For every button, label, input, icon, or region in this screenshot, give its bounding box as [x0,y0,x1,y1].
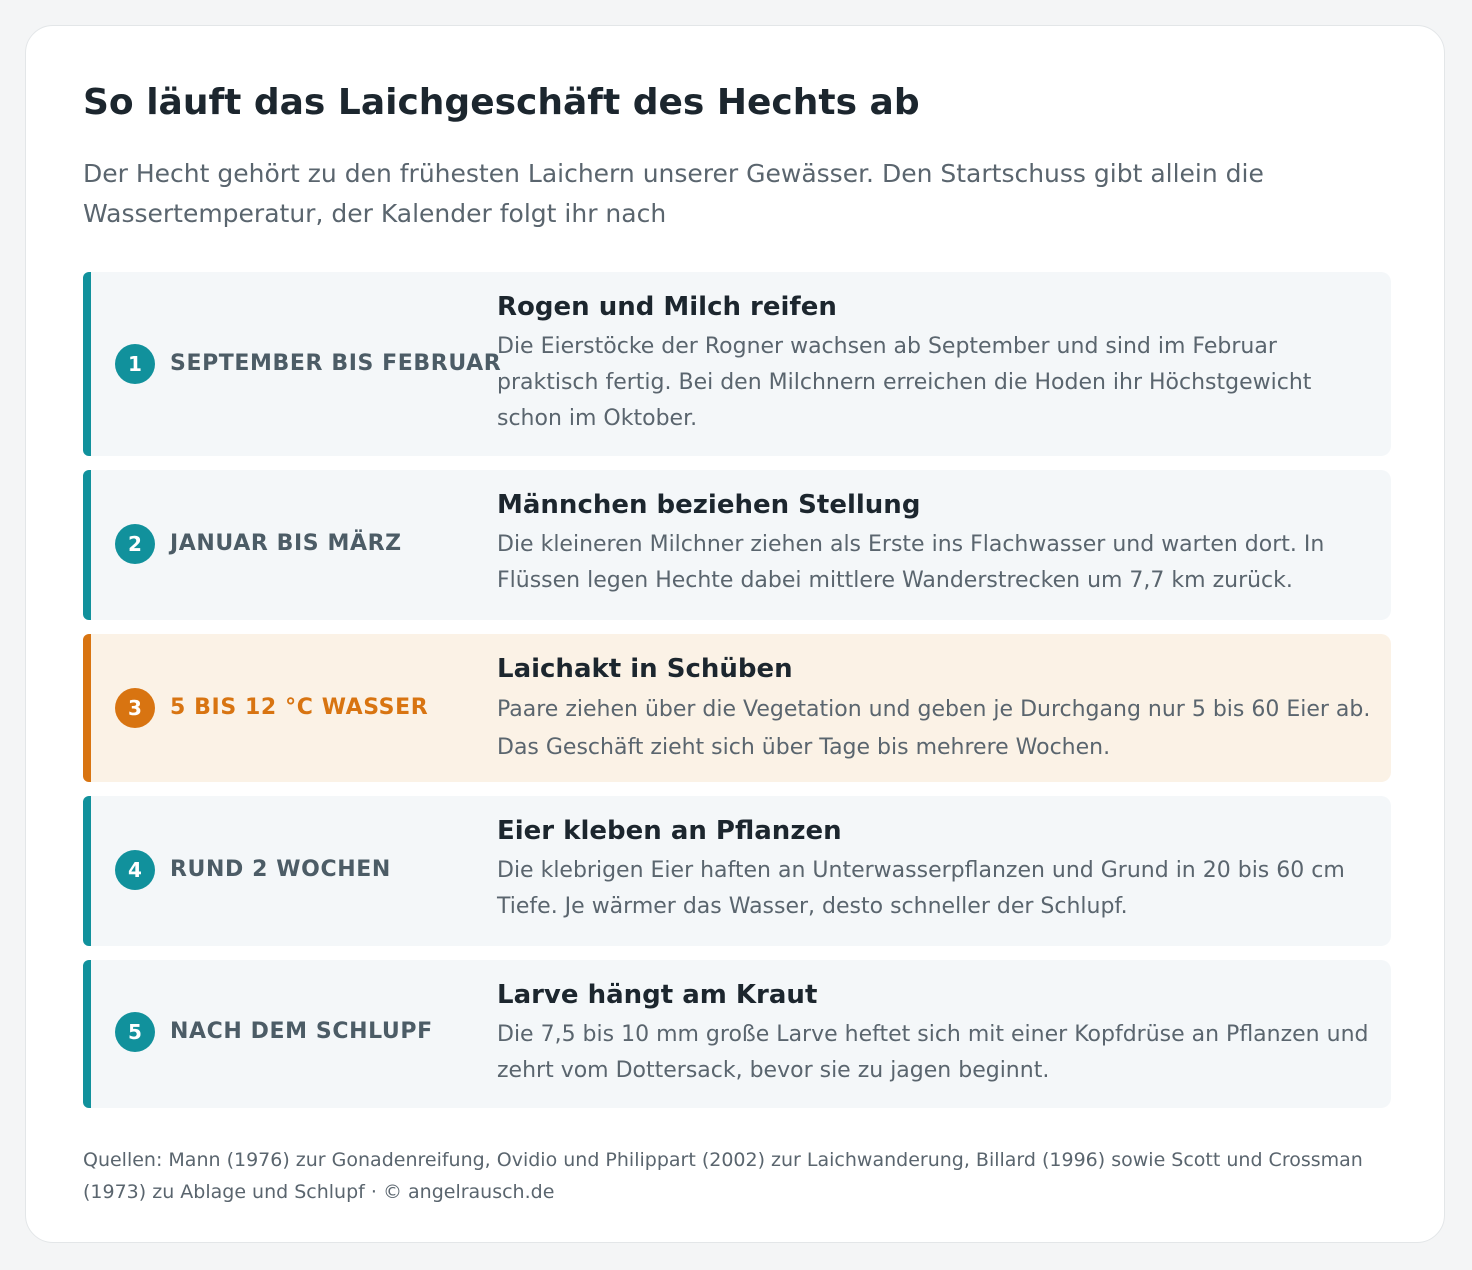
step-description: Die kleineren Milchner ziehen als Erste ins Flachwasser und warten dort. In Flüssen legen Hechte dabei mittlere Wanderstrecken um 7,7 km zurück. [497,532,1325,593]
step-content [497,978,1377,1089]
step-description: Die Eierstöcke der Rogner wachsen ab September und sind im Februar praktisch fertig. Bei den Milchnern erreichen die Hoden ihr Höchstgewicht schon im Oktober. [497,334,1312,431]
step-title: Rogen und Milch reifen [497,292,837,322]
step-number-badge: 4 [115,850,155,890]
step-title: Larve hängt am Kraut [497,980,818,1010]
step-title: Männchen beziehen Stellung [497,490,921,520]
step-number-badge: 2 [115,524,155,564]
step-content [497,290,1377,437]
timeline-step-1 [83,272,1391,456]
step-period-label: JANUAR BIS MÄRZ [170,531,402,556]
page-title: So läuft das Laichgeschäft des Hechts ab [83,82,920,123]
step-title: Eier kleben an Pflanzen [497,816,842,846]
step-period-label: SEPTEMBER BIS FEBRUAR [170,351,502,376]
step-description: Die klebrigen Eier haften an Unterwasserpflanzen und Grund in 20 bis 60 cm Tiefe. Je wärmer das Wasser, desto schneller der Schlupf. [497,858,1345,919]
step-number-badge: 3 [115,688,155,728]
page-subtitle: Der Hecht gehört zu den frühesten Laichern unserer Gewässer. Den Startschuss gibt allein die Wassertemperatur, der Kalender folgt ihr nach [83,159,1264,228]
step-content [497,814,1377,925]
step-content [497,652,1377,767]
step-period-label: RUND 2 WOCHEN [170,857,391,882]
timeline-step-3 [83,634,1391,782]
step-description: Die 7,5 bis 10 mm große Larve heftet sich mit einer Kopfdrüse an Pflanzen und zehrt vom Dottersack, bevor sie zu jagen beginnt. [497,1022,1369,1083]
sources-footnote: Quellen: Mann (1976) zur Gonadenreifung, Ovidio und Philippart (2002) zur Laichwanderung, Billard (1996) sowie Scott und Crossman (1973) zu Ablage und Schlupf · © angelrausch.de [83,1149,1363,1203]
step-number-badge: 5 [115,1012,155,1052]
step-description: Paare ziehen über die Vegetation und geben je Durchgang nur 5 bis 60 Eier ab. Das Geschäft zieht sich über Tage bis mehrere Wochen. [497,697,1371,760]
step-number-badge: 1 [115,344,155,384]
step-title: Laichakt in Schüben [497,654,793,684]
infographic-card [25,25,1445,1243]
timeline-step-2 [83,470,1391,620]
step-content [497,488,1377,599]
step-period-label: 5 BIS 12 °C WASSER [170,695,429,720]
timeline-step-4 [83,796,1391,946]
step-period-label: NACH DEM SCHLUPF [170,1019,433,1044]
timeline-step-5 [83,960,1391,1108]
